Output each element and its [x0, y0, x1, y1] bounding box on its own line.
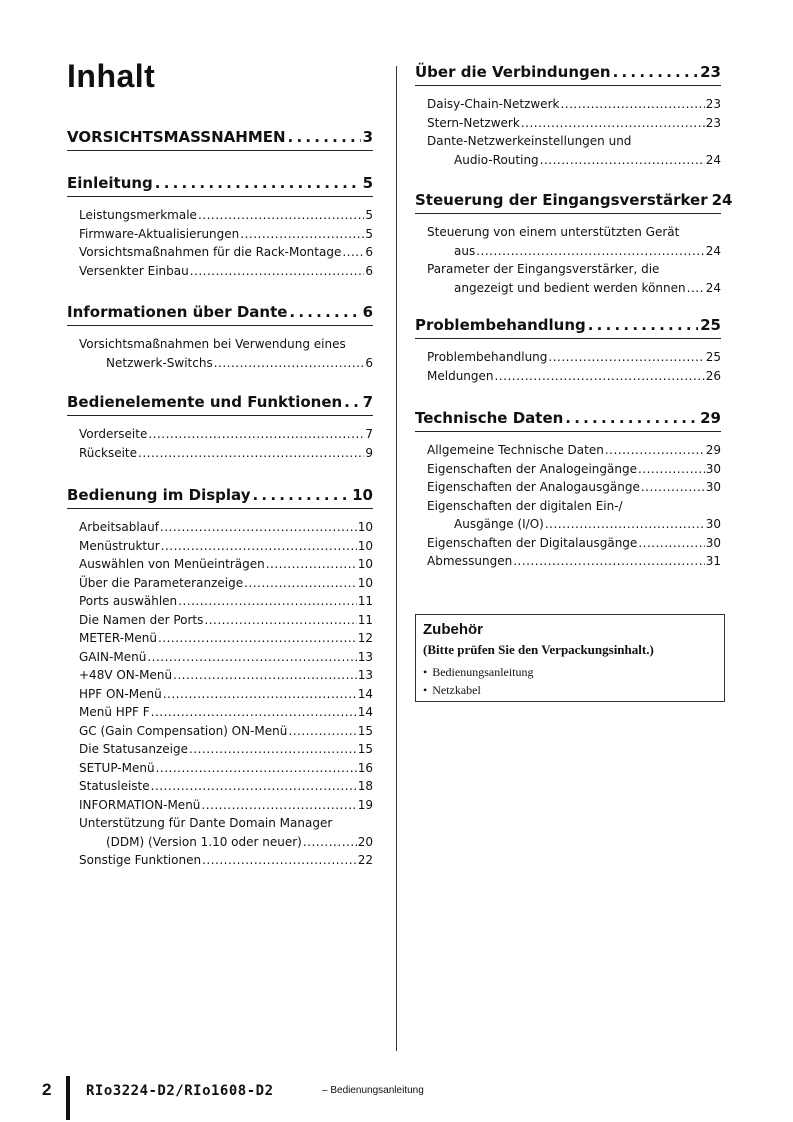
dot-leader	[613, 62, 699, 82]
dot-leader	[687, 279, 705, 298]
toc-entry-page: 7	[365, 427, 373, 441]
toc-entry-label: Versenkter Einbau	[79, 263, 189, 278]
toc-entry-list	[415, 95, 721, 169]
toc-section-page: 23	[700, 63, 721, 81]
toc-section-technische-daten	[415, 408, 721, 571]
toc-entry-label: METER-Menü	[79, 631, 157, 645]
dot-leader	[266, 555, 357, 574]
toc-entry-list	[415, 348, 721, 385]
toc-section-vorsichtsmassnahmen	[67, 127, 373, 160]
toc-entry[interactable]	[79, 574, 373, 593]
toc-section-heading[interactable]	[415, 190, 733, 214]
toc-entry-label: HPF ON-Menü	[79, 686, 162, 701]
toc-entry[interactable]	[79, 666, 373, 685]
toc-entry[interactable]	[79, 851, 373, 870]
toc-entry-page: 14	[357, 686, 373, 701]
toc-section-page: 24	[711, 191, 733, 209]
toc-entry[interactable]	[79, 225, 373, 244]
toc-entry-label: Arbeitsablauf	[79, 520, 159, 534]
dot-leader	[204, 611, 356, 630]
toc-section-informationen-ber-dante	[67, 302, 373, 372]
toc-entry-label: GAIN-Menü	[79, 649, 147, 664]
toc-entry-list	[67, 518, 373, 870]
toc-entry-label: Die Statusanzeige	[79, 742, 188, 756]
toc-entry-label: Vorsichtsmaßnahmen bei Verwendung eines	[79, 337, 346, 351]
dot-leader	[253, 485, 351, 505]
toc-entry[interactable]	[79, 518, 373, 537]
toc-entry[interactable]	[427, 260, 721, 297]
toc-entry[interactable]	[427, 348, 721, 367]
toc-entry-page: 13	[357, 668, 373, 682]
toc-entry-label: Über die Parameteranzeige	[79, 575, 244, 590]
dot-leader	[173, 666, 357, 685]
toc-entry[interactable]	[427, 478, 721, 497]
toc-entry-page: 20	[357, 834, 373, 849]
dot-leader	[495, 367, 705, 386]
toc-section-title: Einleitung	[67, 174, 153, 192]
accessories-list	[423, 663, 717, 699]
accessories-title: Zubehör	[423, 621, 483, 638]
toc-section-page: 5	[362, 174, 373, 192]
toc-entry[interactable]	[79, 759, 373, 778]
toc-entry-label-cont: Ausgänge (I/O)	[454, 517, 544, 531]
dot-leader	[513, 552, 705, 571]
toc-entry-label: GC (Gain Compensation) ON-Menü	[79, 723, 288, 738]
dot-leader	[138, 444, 364, 463]
toc-entry-page: 5	[365, 208, 373, 222]
toc-entry[interactable]	[79, 444, 373, 463]
dot-leader	[588, 315, 698, 335]
dot-leader	[240, 225, 364, 244]
column-divider	[396, 66, 397, 1051]
dot-leader	[565, 408, 698, 428]
toc-entry-list	[67, 335, 373, 372]
toc-section-problembehandlung	[415, 315, 721, 385]
dot-leader	[151, 777, 357, 796]
toc-entry-page: 5	[365, 226, 373, 241]
toc-entry-label: Stern-Netzwerk	[427, 115, 520, 130]
toc-entry-label: INFORMATION-Menü	[79, 797, 201, 812]
toc-entry-label-cont: Netzwerk-Switchs	[106, 355, 213, 370]
toc-entry-page: 10	[357, 557, 373, 571]
toc-entry-page: 11	[357, 594, 373, 608]
toc-entry-label: Meldungen	[427, 368, 494, 383]
toc-entry-label: Allgemeine Technische Daten	[427, 443, 604, 457]
toc-entry[interactable]	[79, 629, 373, 648]
toc-section-page: 6	[362, 303, 373, 321]
dot-leader	[158, 629, 357, 648]
toc-entry-page: 30	[705, 535, 721, 550]
toc-entry-page: 14	[357, 705, 373, 719]
toc-entry-label: Eigenschaften der Analogausgänge	[427, 480, 640, 494]
toc-entry-label-cont: (DDM) (Version 1.10 oder neuer)	[106, 834, 302, 849]
toc-entry-label-cont: angezeigt und bedient werden können	[454, 280, 686, 295]
toc-entry-label: Menü HPF F	[79, 705, 150, 719]
toc-entry-list	[67, 425, 373, 462]
toc-entry-label: Unterstützung für Dante Domain Manager	[79, 816, 333, 830]
toc-entry-label: Rückseite	[79, 445, 138, 460]
toc-entry-label: Auswählen von Menüeinträgen	[79, 557, 265, 571]
dot-leader	[178, 592, 357, 611]
toc-entry-label: Leistungsmerkmale	[79, 208, 197, 222]
toc-entry-page: 16	[357, 760, 373, 775]
toc-entry-page: 26	[705, 368, 721, 383]
toc-entry-page: 18	[357, 779, 373, 793]
toc-section-steuerung-der-eingangsverst-rker	[415, 190, 733, 297]
toc-entry-page: 11	[357, 612, 373, 627]
toc-entry-page: 30	[705, 517, 721, 531]
toc-section-heading[interactable]	[67, 173, 373, 197]
toc-entry-page: 13	[357, 649, 373, 664]
toc-entry-label: Abmessungen	[427, 554, 513, 568]
toc-entry[interactable]	[79, 722, 373, 741]
toc-entry[interactable]	[427, 114, 721, 133]
dot-leader	[548, 348, 704, 367]
toc-entry-page: 9	[365, 445, 373, 460]
dot-leader	[638, 460, 705, 479]
toc-entry-label: Eigenschaften der Analogeingänge	[427, 461, 637, 476]
toc-section-heading[interactable]	[415, 315, 721, 339]
dot-leader	[163, 685, 357, 704]
toc-entry[interactable]	[427, 552, 721, 571]
toc-entry-label: Eigenschaften der Digitalausgänge	[427, 535, 638, 550]
toc-section-page: 7	[362, 393, 373, 411]
dot-leader	[476, 242, 705, 261]
dot-leader	[147, 648, 356, 667]
toc-entry-page: 30	[705, 480, 721, 494]
dot-leader	[244, 574, 357, 593]
page-title: Inhalt	[67, 58, 156, 94]
toc-entry-label: Vorderseite	[79, 427, 148, 441]
toc-entry-label: +48V ON-Menü	[79, 668, 173, 682]
toc-entry-page: 23	[705, 115, 721, 130]
toc-entry-label: Menüstruktur	[79, 538, 160, 553]
toc-entry[interactable]	[79, 796, 373, 815]
toc-entry-page: 15	[357, 742, 373, 756]
dot-leader	[151, 703, 357, 722]
toc-section-title: Bedienelemente und Funktionen	[67, 393, 343, 411]
toc-section-heading[interactable]	[415, 408, 721, 432]
toc-entry-page: 12	[357, 631, 373, 645]
toc-section-ber-die-verbindungen	[415, 62, 721, 169]
toc-entry-label: Eigenschaften der digitalen Ein-/	[427, 498, 623, 513]
toc-entry-label: Steuerung von einem unterstützten Gerät	[427, 225, 680, 239]
toc-entry-page: 29	[705, 443, 721, 457]
toc-entry-label-cont: Audio-Routing	[454, 152, 539, 167]
toc-entry-page: 6	[365, 355, 373, 370]
dot-leader	[198, 206, 364, 225]
toc-entry-label: Problembehandlung	[427, 350, 548, 364]
toc-section-title: Bedienung im Display	[67, 486, 251, 504]
toc-entry-page: 23	[705, 97, 721, 111]
toc-entry[interactable]	[79, 206, 373, 225]
toc-section-title: Über die Verbindungen	[415, 63, 611, 81]
dot-leader	[545, 515, 705, 534]
dot-leader	[189, 740, 357, 759]
toc-entry[interactable]	[79, 243, 373, 262]
toc-section-title: Informationen über Dante	[67, 303, 288, 321]
toc-entry[interactable]	[79, 703, 373, 722]
toc-entry-label: Firmware-Aktualisierungen	[79, 226, 240, 241]
dot-leader	[605, 441, 705, 460]
dot-leader	[190, 262, 365, 281]
dot-leader	[160, 518, 357, 537]
toc-entry-label: Die Namen der Ports	[79, 612, 204, 627]
toc-section-heading[interactable]	[67, 485, 373, 509]
dot-leader	[303, 833, 357, 852]
toc-entry-page: 6	[365, 263, 373, 278]
dot-leader	[560, 95, 704, 114]
toc-entry[interactable]	[79, 555, 373, 574]
toc-section-bedienung-im-display	[67, 485, 373, 870]
toc-entry[interactable]	[79, 335, 373, 372]
dot-leader	[148, 425, 364, 444]
toc-entry-label: Parameter der Eingangsverstärker, die	[427, 262, 660, 276]
toc-entry[interactable]	[79, 537, 373, 556]
toc-entry[interactable]	[79, 685, 373, 704]
dot-leader	[540, 151, 705, 170]
toc-entry-label: Statusleiste	[79, 779, 150, 793]
toc-entry-page: 30	[705, 461, 721, 476]
toc-entry-page: 10	[357, 575, 373, 590]
toc-section-heading[interactable]	[67, 127, 373, 151]
toc-section-page: 25	[700, 316, 721, 334]
toc-entry-page: 31	[705, 554, 721, 568]
footer-manual-label: – Bedienungsanleitung	[322, 1085, 424, 1096]
dot-leader	[521, 114, 705, 133]
toc-entry[interactable]	[427, 441, 721, 460]
toc-entry[interactable]	[79, 262, 373, 281]
toc-entry-label: Ports auswählen	[79, 594, 178, 608]
toc-entry[interactable]	[79, 611, 373, 630]
footer-model-name: RIo3224-D2/RIo1608-D2	[86, 1083, 274, 1099]
toc-entry[interactable]	[79, 425, 373, 444]
toc-entry-page: 24	[705, 243, 721, 258]
toc-section-title: VORSICHTSMASSNAHMEN	[67, 128, 286, 146]
toc-entry-page: 22	[357, 853, 373, 867]
toc-section-title: Steuerung der Eingangsverstärker	[415, 191, 708, 209]
toc-section-heading[interactable]	[67, 392, 373, 416]
toc-entry-label: Sonstige Funktionen	[79, 853, 202, 867]
toc-entry-label: SETUP-Menü	[79, 760, 155, 775]
dot-leader	[288, 127, 361, 147]
toc-section-bedienelemente-und-funktionen	[67, 392, 373, 462]
dot-leader	[202, 851, 357, 870]
footer-page-number: 2	[42, 1080, 52, 1099]
toc-entry-label: Dante-Netzwerkeinstellungen und	[427, 134, 632, 148]
toc-entry[interactable]	[427, 367, 721, 386]
toc-entry[interactable]	[79, 648, 373, 667]
dot-leader	[201, 796, 356, 815]
toc-entry-page: 24	[705, 280, 721, 295]
toc-entry-page: 24	[705, 152, 721, 167]
toc-entry-list	[67, 206, 373, 280]
accessory-item: • Netzkabel	[423, 681, 717, 699]
toc-entry-list	[415, 223, 721, 297]
toc-entry-page: 10	[357, 538, 373, 553]
dot-leader	[156, 759, 357, 778]
toc-entry[interactable]	[79, 814, 373, 851]
toc-entry-label: Vorsichtsmaßnahmen für die Rack-Montage	[79, 245, 342, 259]
dot-leader	[288, 722, 356, 741]
dot-leader	[342, 243, 364, 262]
toc-section-page: 3	[362, 128, 373, 146]
dot-leader	[638, 534, 704, 553]
toc-entry[interactable]	[427, 223, 721, 260]
dot-leader	[344, 392, 360, 412]
accessory-item: • Bedienungsanleitung	[423, 663, 717, 681]
toc-entry[interactable]	[427, 534, 721, 553]
dot-leader	[641, 478, 705, 497]
toc-entry[interactable]	[79, 777, 373, 796]
page-footer	[0, 1074, 793, 1122]
dot-leader	[289, 302, 360, 322]
toc-section-page: 10	[352, 486, 373, 504]
toc-entry[interactable]	[79, 592, 373, 611]
toc-section-title: Problembehandlung	[415, 316, 586, 334]
toc-entry-label-cont: aus	[454, 243, 476, 258]
accessories-box	[415, 614, 725, 702]
footer-bar	[66, 1076, 70, 1120]
toc-section-title: Technische Daten	[415, 409, 564, 427]
toc-section-page: 29	[700, 409, 721, 427]
toc-entry-list	[415, 441, 721, 571]
accessories-subtitle: (Bitte prüfen Sie den Verpackungsinhalt.)	[423, 642, 654, 657]
toc-section-einleitung	[67, 173, 373, 280]
toc-entry[interactable]	[427, 497, 721, 534]
toc-entry-page: 6	[365, 245, 373, 259]
dot-leader	[214, 354, 365, 373]
toc-entry-page: 25	[705, 350, 721, 364]
toc-section-heading[interactable]	[415, 62, 721, 86]
toc-entry[interactable]	[79, 740, 373, 759]
toc-entry-label: Daisy-Chain-Netzwerk	[427, 97, 560, 111]
toc-entry-page: 15	[357, 723, 373, 738]
toc-entry[interactable]	[427, 95, 721, 114]
toc-entry-page: 19	[357, 797, 373, 812]
dot-leader	[155, 173, 361, 193]
dot-leader	[161, 537, 357, 556]
toc-entry[interactable]	[427, 460, 721, 479]
toc-section-heading[interactable]	[67, 302, 373, 326]
toc-entry-page: 10	[357, 520, 373, 534]
toc-entry[interactable]	[427, 132, 721, 169]
